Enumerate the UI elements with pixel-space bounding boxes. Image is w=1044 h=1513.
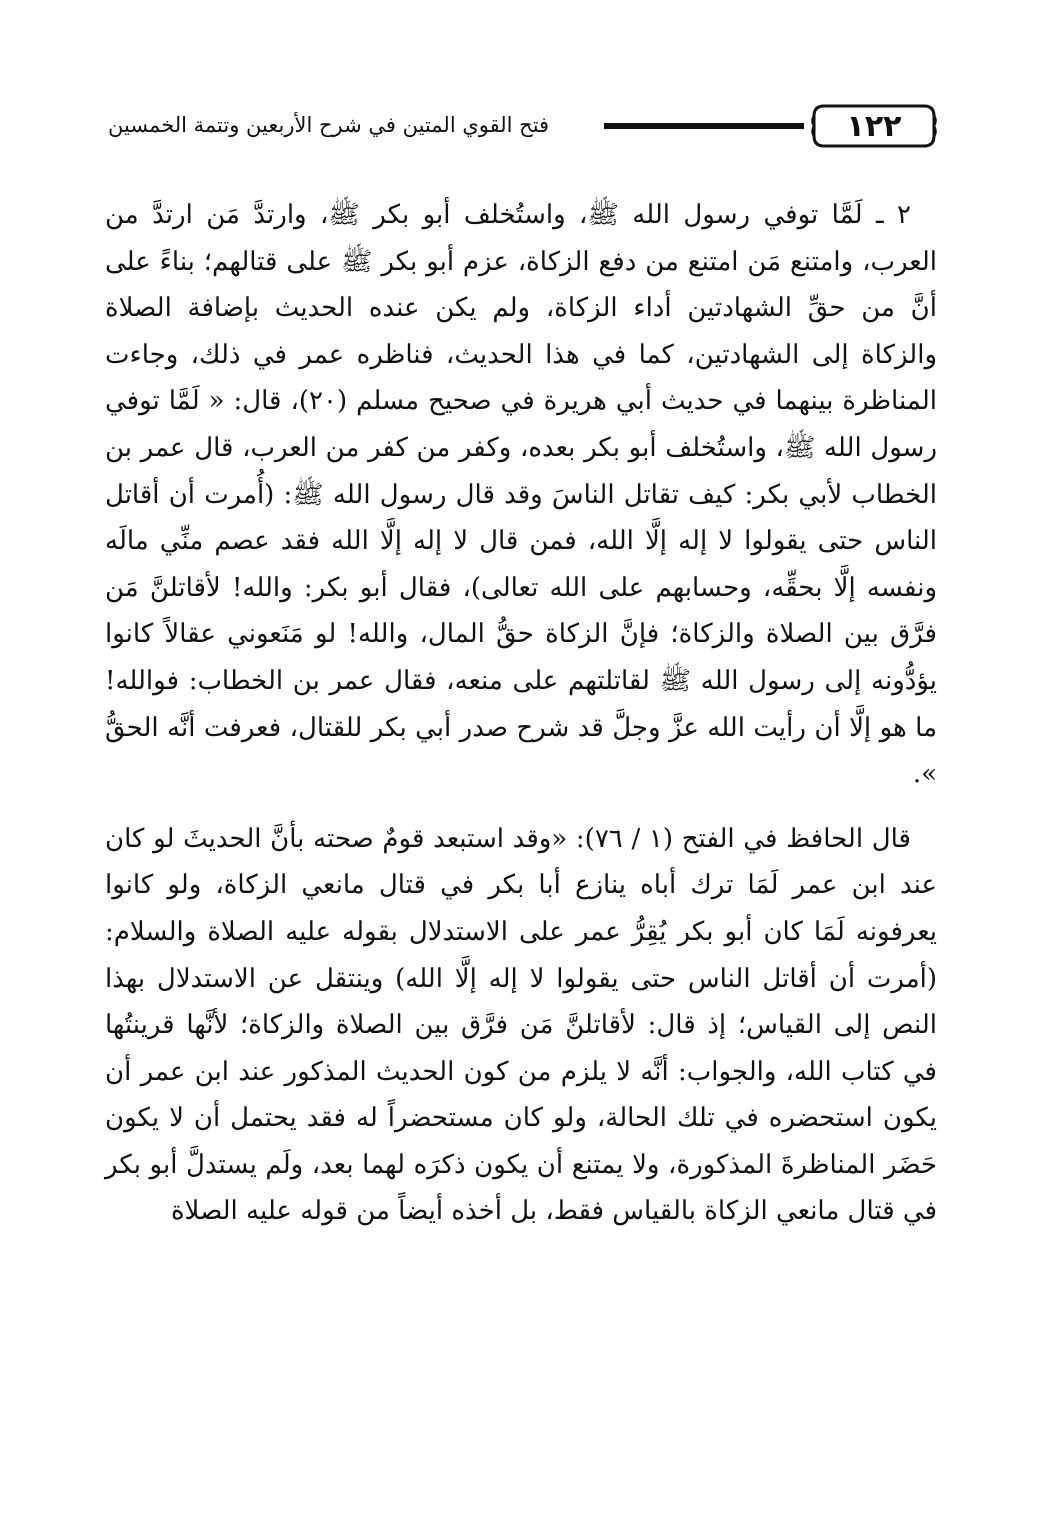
running-title: فتح القوي المتين في شرح الأربعين وتتمة الخمسين (108, 113, 550, 137)
main-text (105, 192, 937, 1235)
page-number: ١٢٢ (846, 108, 902, 144)
header-rule (604, 123, 804, 129)
paragraph-commentary: قال الحافظ في الفتح (١ / ٧٦): «وقد استبعد قومٌ صحته بأنَّ الحديثَ لو كان عند ابن عمر لَمَا ترك أباه ينازع أبا بكر في قتال مانعي الزكاة، ولو كانوا يعرفونه لَمَا كان أبو بكر يُقِرُّ عمر على الاستدلال بقوله عليه الصلاة والسلام: (أمرت أن أقاتل الناس حتى يقولوا لا إله إلَّا الله) وينتقل عن الاستدلال بهذا النص إلى القياس؛ إذ قال: لأقاتلنَّ مَن فرَّق بين الصلاة والزكاة؛ لأنَّها قرينتُها في كتاب الله، والجواب: أنَّه لا يلزم من كون الحديث المذكور عند ابن عمر أن يكون استحضره في تلك الحالة، ولو كان مستحضراً له فقد يحتمل أن لا يكون حَضَر المناظرةَ المذكورة، ولا يمتنع أن يكون ذكرَه لهما بعد، ولَم يستدلَّ أبو بكر في قتال مانعي الزكاة بالقياس فقط، بل أخذه أيضاً من قوله عليه الصلاة (105, 823, 937, 1227)
page-header (108, 102, 938, 152)
paragraph-hadith: ٢ ـ لَمَّا توفي رسول الله ﷺ، واستُخلف أبو بكر ﷺ، وارتدَّ مَن ارتدَّ من العرب، وامتنع مَن امتنع من دفع الزكاة، عزم أبو بكر ﷺ على قتالهم؛ بناءً على أنَّ من حقِّ الشهادتين أداء الزكاة، ولم يكن عنده الحديث بإضافة الصلاة والزكاة إلى الشهادتين، كما في هذا الحديث، فناظره عمر في ذلك، وجاءت المناظرة بينهما في حديث أبي هريرة في صحيح مسلم (٢٠)، قال: « لَمَّا توفي رسول الله ﷺ، واستُخلف أبو بكر بعده، وكفر من كفر من العرب، قال عمر بن الخطاب لأبي بكر: كيف تقاتل الناسَ وقد قال رسول الله ﷺ: (أُمرت أن أقاتل الناس حتى يقولوا لا إله إلَّا الله، فمن قال لا إله إلَّا الله فقد عصم منِّي مالَه ونفسه إلَّا بحقِّه، وحسابهم على الله تعالى)، فقال أبو بكر: والله! لأقاتلنَّ مَن فرَّق بين الصلاة والزكاة؛ فإنَّ الزكاة حقُّ المال، والله! لو مَنَعوني عقالاً كانوا يؤدُّونه إلى رسول الله ﷺ لقاتلتهم على منعه، فقال عمر بن الخطاب: فوالله! ما هو إلَّا أن رأيت الله عزَّ وجلَّ قد شرح صدر أبي بكر للقتال، فعرفت أنَّه الحقُّ ». (105, 200, 937, 790)
page-number-badge (810, 102, 938, 150)
